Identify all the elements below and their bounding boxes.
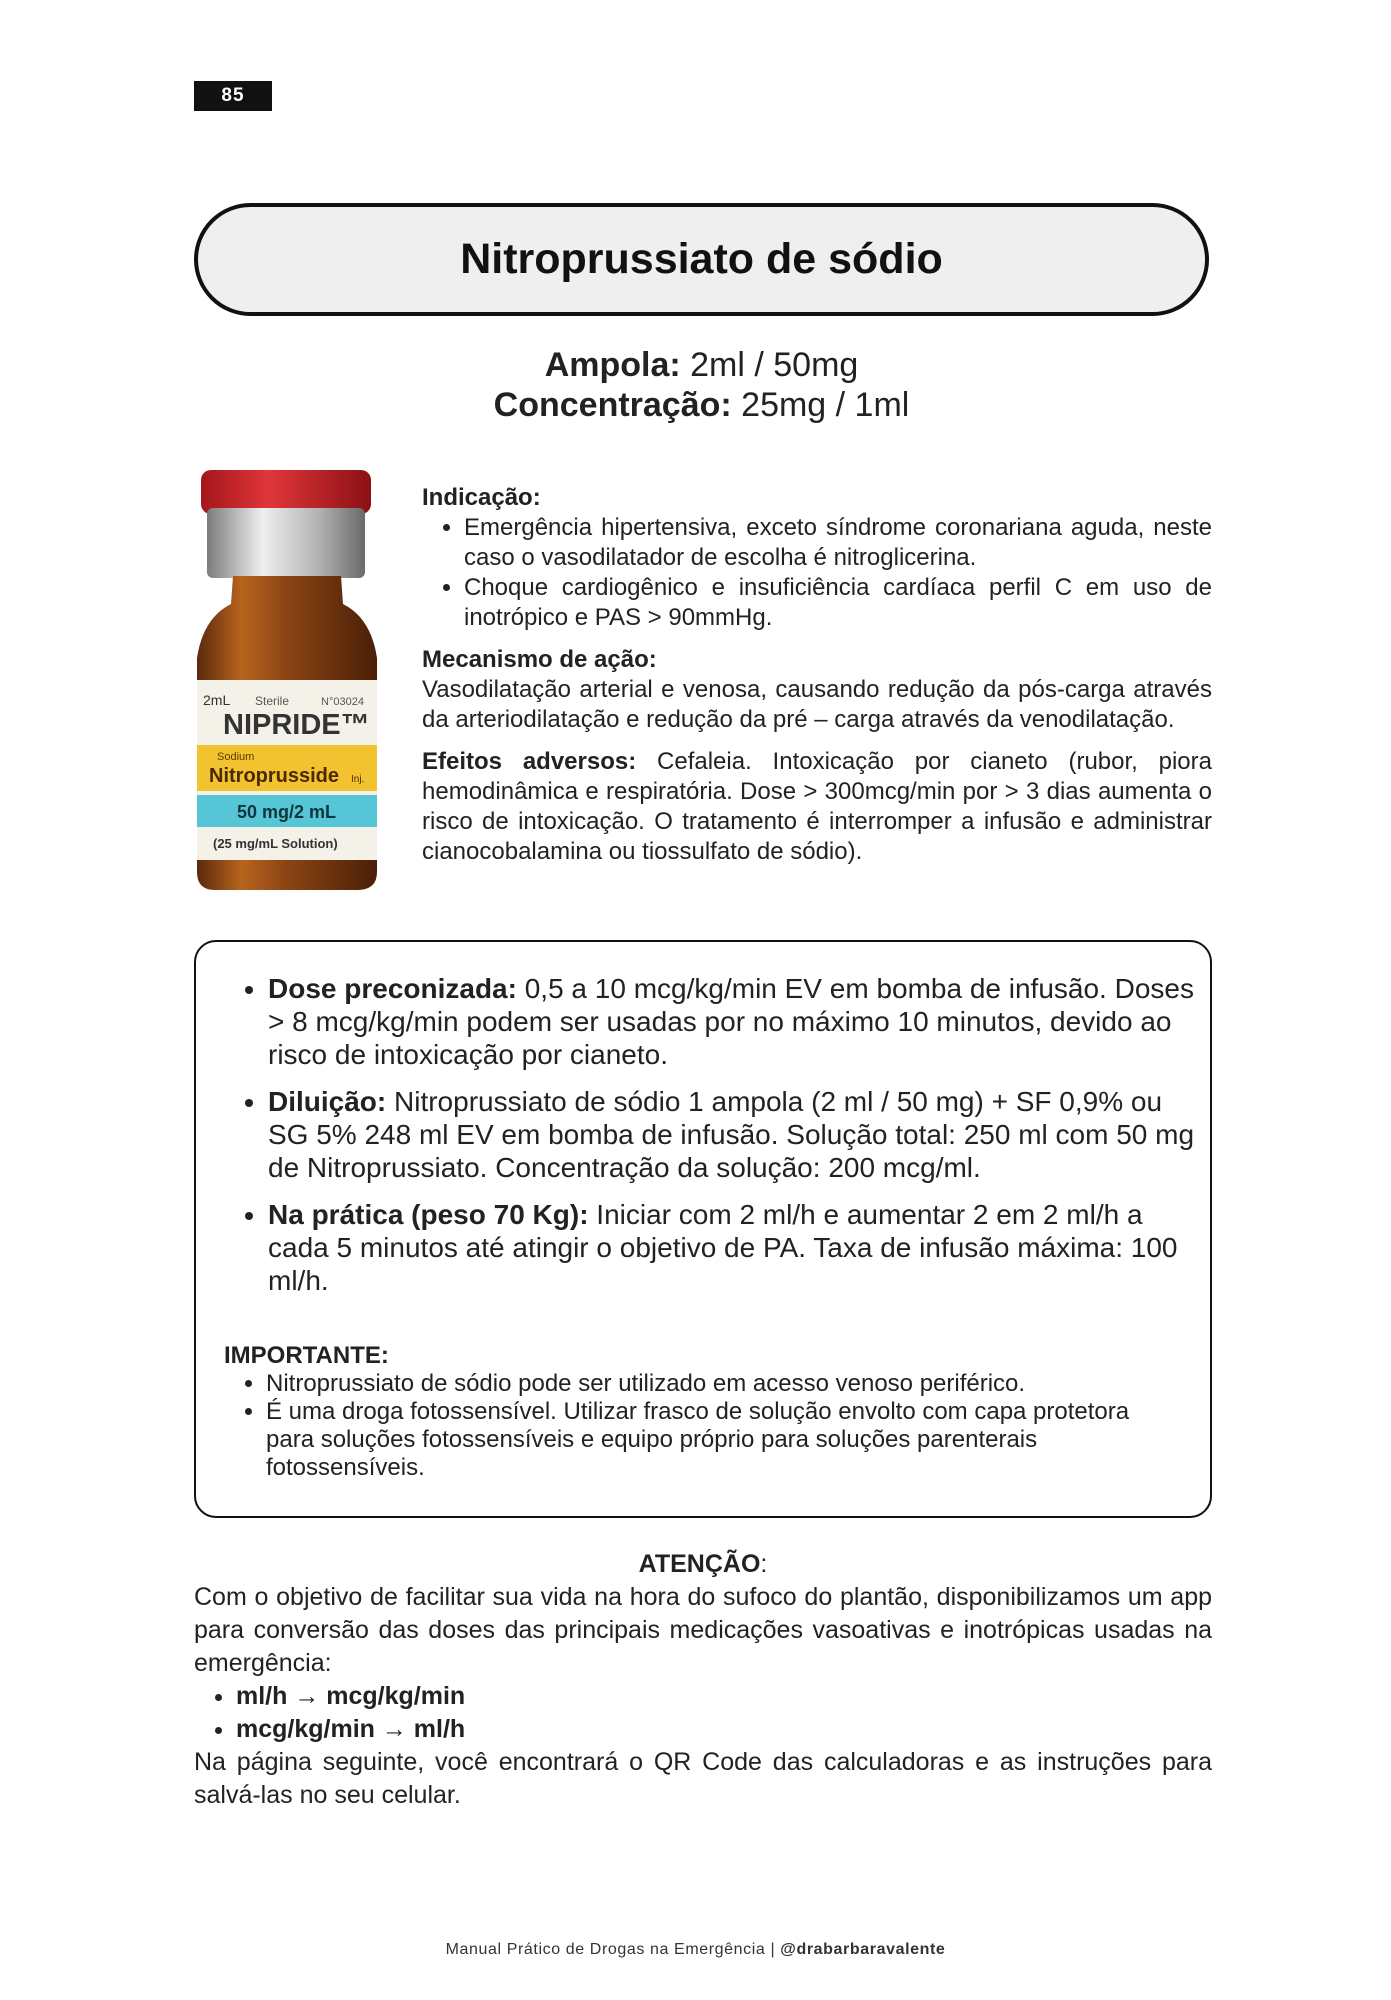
dose-list: [234, 972, 1198, 1311]
efeitos-paragraph: [422, 747, 1212, 867]
vial-number: N°03024: [321, 696, 364, 708]
important-item: • É uma droga fotossensível. Utilizar frasco de solução envolto com capa protetora para soluções fotossensíveis e equipo próprio para soluções parenterais fotossensíveis.: [266, 1398, 1144, 1482]
concentracao-label: Concentração:: [493, 386, 732, 424]
vial-inj: Inj.: [351, 774, 365, 785]
dose-item: [268, 1198, 1198, 1297]
indicacao-heading: Indicação:: [422, 484, 541, 511]
concentracao-value: 25mg / 1ml: [731, 386, 910, 424]
indicacao-list: [422, 513, 1212, 633]
indicacao-item: • Emergência hipertensiva, exceto síndrome coronariana aguda, neste caso o vasodilatador de escolha é nitroglicerina.: [464, 513, 1212, 573]
dose-item-label: Na prática (peso 70 Kg):: [268, 1199, 589, 1230]
dose-box: [194, 940, 1212, 1518]
vial-dose: 50 mg/2 mL: [237, 802, 337, 822]
vial-image: [193, 468, 381, 892]
page-title: Nitroprussiato de sódio: [460, 235, 943, 283]
attention-outro: Na página seguinte, você encontrará o QR Code das calculadoras e as instruções para salvá-las no seu celular.: [194, 1748, 1212, 1809]
attention-item-text: ml/h → mcg/kg/min: [236, 1682, 466, 1710]
vial-volume: 2mL: [203, 692, 231, 708]
ampola-value: 2ml / 50mg: [680, 346, 859, 384]
important-list: [224, 1370, 1144, 1482]
important-item: • Nitroprussiato de sódio pode ser utilizado em acesso venoso periférico.: [266, 1370, 1144, 1398]
attention-item: [236, 1680, 1212, 1713]
dose-item-label: Dose preconizada:: [268, 973, 517, 1004]
dose-item-text: 0,5 a 10 mcg/kg/min EV em bomba de infusão. Doses > 8 mcg/kg/min podem ser usadas por no máximo 10 minutos, devido ao risco de intoxicação por cianeto.: [268, 973, 1194, 1070]
important-heading: IMPORTANTE:: [224, 1342, 389, 1369]
footer: [0, 1941, 1391, 1959]
indicacao-item: • Choque cardiogênico e insuficiência cardíaca perfil C em uso de inotrópico e PAS > 90mmHg.: [464, 573, 1212, 633]
attention-colon: :: [760, 1550, 768, 1578]
footer-handle: @drabarbaravalente: [780, 1941, 946, 1958]
vial-sterile: Sterile: [255, 694, 290, 708]
efeitos-text: Cefaleia. Intoxicação por cianeto (rubor, piora hemodinâmica e respiratória. Dose > 300mcg/min por > 3 dias aumenta o risco de intoxicação. O tratamento é interromper a infusão e administrar cianocobalamina ou tiossulfato de sódio).: [422, 748, 1212, 865]
attention-section: [194, 1548, 1212, 1812]
dose-item: [268, 1085, 1198, 1184]
footer-text: Manual Prático de Drogas na Emergência |: [445, 1941, 781, 1958]
drug-info: [422, 483, 1212, 879]
vial-sodium: Sodium: [217, 751, 255, 763]
concentracao-line: [194, 385, 1209, 425]
ampola-label: Ampola:: [544, 346, 681, 384]
drug-specs: [194, 345, 1209, 425]
vial-cap: [201, 470, 371, 514]
vial-crimp: [207, 508, 365, 578]
attention-item-text: mcg/kg/min → ml/h: [236, 1715, 466, 1743]
dose-item: [268, 972, 1198, 1071]
vial-drug: Nitroprusside: [209, 765, 340, 787]
dose-item-label: Diluição:: [268, 1086, 387, 1117]
dose-item-text: Nitroprussiato de sódio 1 ampola (2 ml / 50 mg) + SF 0,9% ou SG 5% 248 ml EV em bomba de infusão. Solução total: 250 ml com 50 mg de Nitroprussiato. Concentração da solução: 200 mcg/ml.: [268, 1086, 1195, 1183]
important-section: [224, 1342, 1144, 1482]
mecanismo-heading: Mecanismo de ação:: [422, 646, 657, 673]
dose-item-text: Iniciar com 2 ml/h e aumentar 2 em 2 ml/h a cada 5 minutos até atingir o objetivo de PA. Taxa de infusão máxima: 100 ml/h.: [268, 1199, 1178, 1296]
attention-list: [194, 1680, 1212, 1746]
efeitos-heading: Efeitos adversos:: [422, 748, 637, 775]
attention-heading-line: [194, 1548, 1212, 1581]
attention-item: [236, 1713, 1212, 1746]
vial-brand: NIPRIDE™: [223, 709, 370, 741]
title-box: [194, 203, 1209, 316]
page-number: 85: [194, 81, 272, 111]
ampola-line: [194, 345, 1209, 385]
mecanismo-text: Vasodilatação arterial e venosa, causando redução da pós-carga através da arteriodilatação e redução da pré – carga através da venodilatação.: [422, 676, 1212, 733]
attention-intro: Com o objetivo de facilitar sua vida na hora do sufoco do plantão, disponibilizamos um app para conversão das doses das principais medicações vasoativas e inotrópicas usadas na emergência:: [194, 1583, 1212, 1677]
attention-heading: ATENÇÃO: [638, 1550, 761, 1578]
vial-solution: (25 mg/mL Solution): [213, 836, 338, 851]
